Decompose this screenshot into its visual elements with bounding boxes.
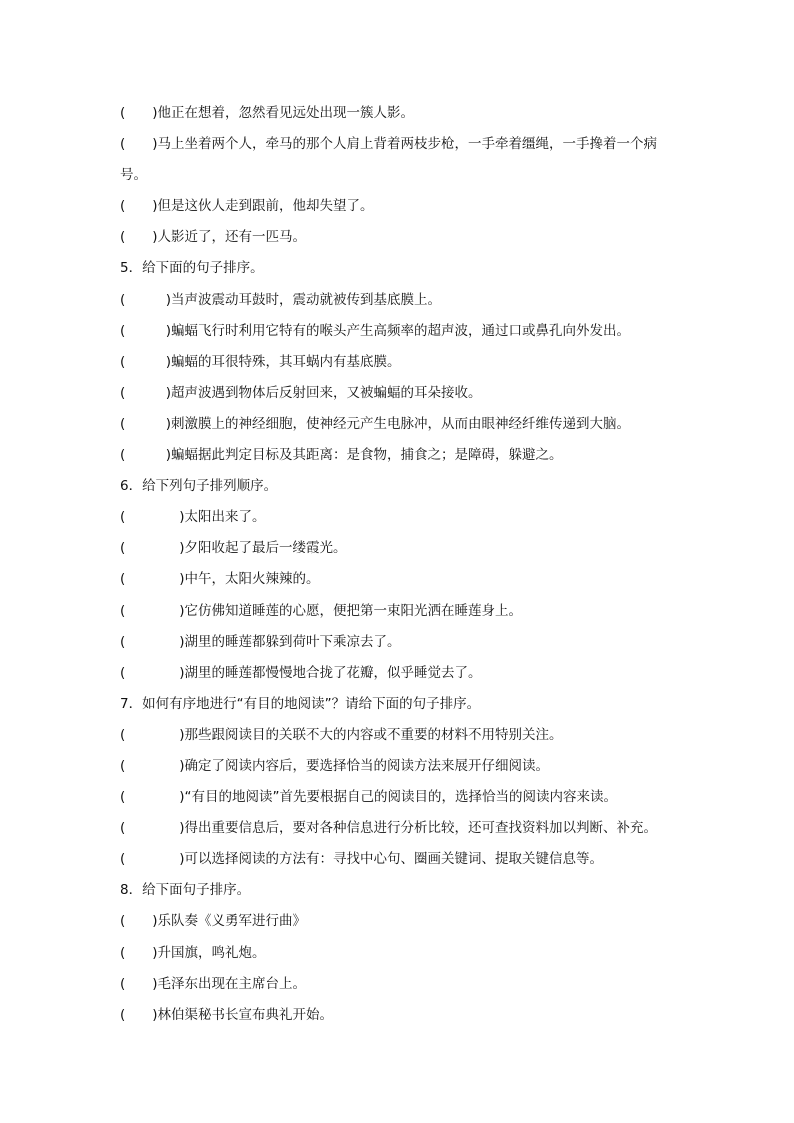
sentence-item: ( )“有目的地阅读”首先要根据自己的阅读目的，选择恰当的阅读内容来读。: [120, 789, 618, 806]
sentence-item: ( )夕阳收起了最后一缕霞光。: [120, 540, 347, 557]
sentence-item: ( )超声波遇到物体后反射回来，又被蝙蝠的耳朵接收。: [120, 384, 482, 401]
sentence-item: ( )确定了阅读内容后，要选择恰当的阅读方法来展开仔细阅读。: [120, 757, 550, 774]
sentence-item: ( )乐队奏《义勇军进行曲》: [120, 913, 307, 930]
sentence-item: ( )升国旗，鸣礼炮。: [120, 944, 266, 961]
question-heading: 8．给下面句子排序。: [120, 882, 251, 899]
sentence-item: ( )人影近了，还有一匹马。: [120, 229, 307, 246]
sentence-item: ( )蝙蝠的耳很特殊，其耳蜗内有基底膜。: [120, 353, 401, 370]
sentence-item: ( )蝙蝠据此判定目标及其距离：是食物，捕食之；是障碍，躲避之。: [120, 447, 563, 464]
sentence-item: ( )当声波震动耳鼓时，震动就被传到基底膜上。: [120, 291, 442, 308]
sentence-item: ( )毛泽东出现在主席台上。: [120, 975, 307, 992]
sentence-item: ( )林伯渠秘书长宣布典礼开始。: [120, 1006, 334, 1023]
sentence-item: ( )蝙蝠飞行时利用它特有的喉头产生高频率的超声波，通过口或鼻孔向外发出。: [120, 322, 631, 339]
sentence-item: ( )得出重要信息后，要对各种信息进行分析比较，还可查找资料加以判断、补充。: [120, 820, 658, 837]
question-heading: 5．给下面的句子排序。: [120, 260, 264, 277]
sentence-item: ( )马上坐着两个人，牵马的那个人肩上背着两枝步枪，一手牵着缰绳，一手搀着一个病号。: [120, 136, 658, 184]
sentence-item: ( )可以选择阅读的方法有：寻找中心句、圈画关键词、提取关键信息等。: [120, 851, 604, 868]
sentence-item: ( )刺激膜上的神经细胞，使神经元产生电脉冲，从而由眼神经纤维传递到大脑。: [120, 415, 631, 432]
document-page: [120, 98, 680, 1031]
sentence-item: ( )他正在想着，忽然看见远处出现一簇人影。: [120, 105, 415, 121]
sentence-item: ( )它仿佛知道睡莲的心愿，便把第一束阳光洒在睡莲身上。: [120, 602, 523, 619]
sentence-item: ( )太阳出来了。: [120, 509, 266, 526]
question-heading: 7．如何有序地进行“有目的地阅读”？请给下面的句子排序。: [120, 695, 481, 712]
sentence-item: ( )但是这伙人走到跟前，他却失望了。: [120, 198, 374, 215]
sentence-item: ( )湖里的睡莲都躲到荷叶下乘凉去了。: [120, 633, 401, 650]
sentence-item: ( )那些跟阅读目的关联不大的内容或不重要的材料不用特别关注。: [120, 726, 563, 743]
question-heading: 6．给下列句子排列顺序。: [120, 478, 278, 495]
sentence-item: ( )中午，太阳火辣辣的。: [120, 571, 320, 588]
sentence-item: ( )湖里的睡莲都慢慢地合拢了花瓣，似乎睡觉去了。: [120, 664, 482, 681]
